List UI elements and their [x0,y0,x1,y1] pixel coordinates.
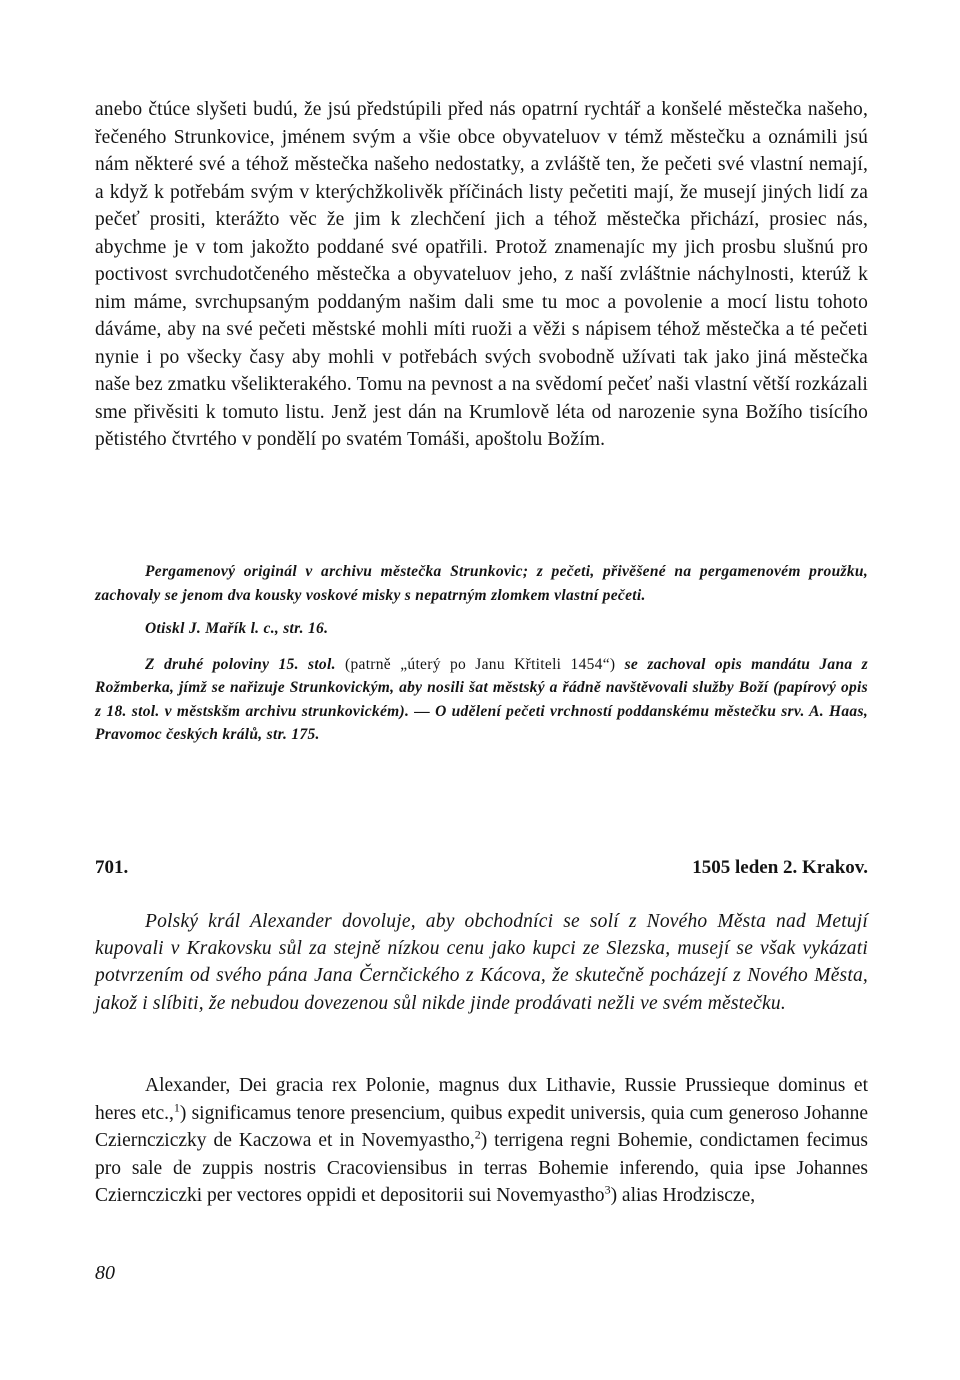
page-number: 80 [95,1262,115,1284]
later-copy-note [95,653,868,747]
footnote-marker: 3 [604,1182,611,1197]
regest-summary: Polský král Alexander dovoluje, aby obchodníci se solí z Nového Města nad Metují kupovali v Krakovsku sůl za stejně nízkou cenu jako kupci ze Slezska, musejí se však vykázati potvrzením od svého pána Jana Černčického z Kácova, že skutečně pocházejí z Nového Města, jakož i slíbiti, že nebudou dovezenou sůl nikde jinde prodávati nežli ve svém městečku. [95,911,868,1014]
document-number: 701. [95,857,129,878]
latin-text-part: ) significamus tenore presencium, quibus expedit universis, quia cum generoso Johanne Czierncziczky de Kaczowa et in Novemyastho, [95,1102,868,1151]
latin-text-part: Alexander, Dei gracia rex Polonie, magnus dux Lithavie, Russie Prussieque dominus et heres etc., [95,1075,868,1124]
later-copy-note-date: Z druhé poloviny 15. stol. [145,655,336,673]
charter-continuation-text: anebo čtúce slyšeti budú, že jsú předstúpili před nás opatrní rychtář a konšelé městečka našeho, řečeného Strunkovice, jménem svým a všie obce obyvateluov v témž městečku a oznámili jsú nám některé své a téhož městečka našeho nedostatky, a zvláště ten, že pečeti své vlastní nemají, a když k potřebám svým v kterýchžkolivěk příčinách listy pečetiti mají, že musejí jiných lidí za pečeť prositi, kterážto věc že jim k zlechčení jich a téhož městečka přichází, prosiec nás, abychme je v tom jakožto poddané své opatřili. Protož znamenajíc my jich prosbu slušnú pro poctivost svrchudotčeného městečka a obyvateluov jeho, z naší zvláštnie náchylnosti, kterúž k nim máme, svrchupsaným poddaným našim dali sme tu moc a povolenie a mocí listu tohoto dáváme, aby na své pečeti městské mohli míti ruoži a věži s nápisem téhož městečka a té pečeti nynie i po všecky časy aby mohli v potřebách svých svobodně užívati tak jako jiná městečka naše bez zmatku všelikterakého. Tomu na pevnost a na svědomí pečeť naši vlastní větší rozkázali sme přivěsiti k tomuto listu. Jenž jest dán na Krumlově léta od narozenie syna Božího tisícího pětistého čtvrtého v pondělí po svatém Tomáši, apoštolu Božím. [95,99,868,450]
document-header [95,857,868,887]
document-date: 1505 leden 2. Krakov. [692,857,868,878]
editorial-notes [95,560,868,747]
later-copy-note-body: se zachoval opis mandátu Jana z Rožmberka, jímž se nařizuje Strunkovickým, aby nosili šat městský a řádně navštěvovali služby Boží (papírový opis z 18. stol. v městskšm archivu strunkovickém). — O udělení pečeti vrchností poddanskému městečku srv. A. Haas, Pravomoc českých králů, str. 175. [95,655,868,743]
provenance-note: Pergamenový originál v archivu městečka Strunkovic; z pečeti, přivěšené na pergamenovém proužku, zachovaly se jenom dva kousky voskové misky s nepatrným zlomkem vlastní pečeti. [95,563,868,604]
latin-text-part: ) alias Hrodziscze, [610,1185,756,1206]
latin-charter-text [95,1072,868,1210]
latin-text-part: ) terrigena regni Bohemie, condictamen fecimus pro sale de zuppis nostris Cracoviensibus in terras Bohemie inferendo, quia ipse Johannes Czierncziczki per vectores oppidi et depositorii sui Novemyastho [95,1130,868,1206]
footnote-marker: 1 [173,1100,180,1114]
print-reference-note: Otiskl J. Mařík l. c., str. 16. [145,620,329,637]
footnote-marker: 2 [474,1127,481,1142]
later-copy-note-parenthetical: (patrně „úterý po Janu Křtiteli 1454“) [345,655,616,673]
